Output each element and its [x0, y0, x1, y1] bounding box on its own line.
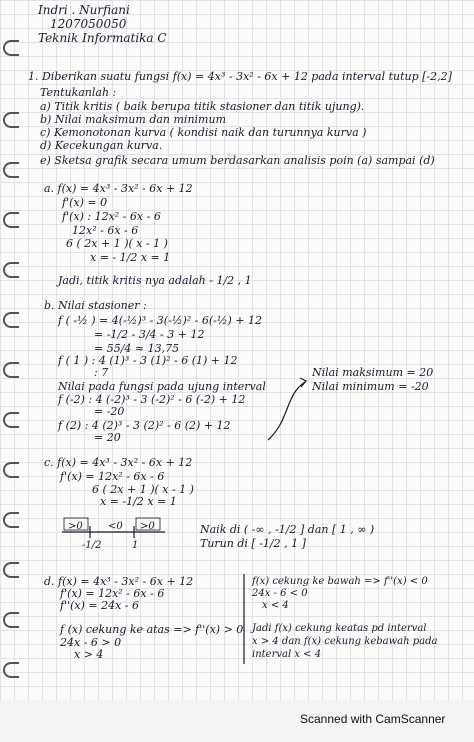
part-a-line: f'(x) = 0	[62, 196, 108, 209]
max-value-note: Nilai maksimum = 20	[312, 366, 434, 379]
min-value-note: Nilai minimum = -20	[312, 380, 429, 393]
problem-item-a: a) Titik kritis ( baik berupa titik stasioner dan titik ujung).	[40, 100, 365, 113]
part-c-line: f'(x) = 12x² - 6x - 6	[60, 470, 165, 483]
student-name: Indri . Nurfiani	[38, 3, 130, 17]
part-d-function: d. f(x) = 4x³ - 3x² - 6x + 12	[44, 575, 194, 588]
problem-item-c: c) Kemonotonan kurva ( kondisi naik dan turunnya kurva )	[40, 126, 367, 139]
part-c-function: c. f(x) = 4x³ - 3x² - 6x + 12	[44, 456, 193, 469]
part-b-line: : 7	[94, 366, 109, 379]
concave-down-line: x < 4	[262, 600, 289, 611]
part-d-line: x > 4	[74, 648, 104, 661]
problem-item-d: d) Kecekungan kurva.	[40, 139, 163, 152]
part-b-line: f (2) : 4 (2)³ - 3 (2)² - 6 (2) + 12	[58, 419, 231, 432]
part-a-line: 12x² - 6x - 6	[72, 224, 139, 237]
part-a-line: 6 ( 2x + 1 )( x - 1 )	[66, 237, 168, 250]
part-a-line: x = - 1/2 x = 1	[90, 251, 171, 264]
sign-negative-middle: <0	[108, 521, 123, 532]
part-a-conclusion: Jadi, titik kritis nya adalah - 1/2 , 1	[58, 274, 252, 287]
part-b-line: = -20	[94, 405, 125, 418]
part-b-line: f ( 1 ) : 4 (1)³ - 3 (1)² - 6 (1) + 12	[58, 354, 238, 367]
part-b-line: f ( -½ ) = 4(-½)³ - 3(-½)² - 6(-½) + 12	[58, 314, 263, 327]
problem-instruction: Tentukanlah :	[40, 86, 117, 99]
part-b-line: = 55/4 ≈ 13,75	[94, 342, 180, 355]
part-c-line: 6 ( 2x + 1 )( x - 1 )	[92, 483, 194, 496]
part-b-line: f (-2) : 4 (-2)³ - 3 (-2)² - 6 (-2) + 12	[58, 393, 246, 406]
concave-down-line: f(x) cekung ke bawah => f''(x) < 0	[252, 576, 428, 587]
increasing-interval: Naik di ( -∞ , -1/2 ] dan [ 1 , ∞ )	[200, 523, 375, 536]
part-b-line: = 20	[94, 431, 121, 444]
part-d-line: f''(x) = 24x - 6	[60, 599, 140, 612]
part-d-line: f (x) cekung ke atas => f''(x) > 0	[60, 623, 244, 636]
curved-arrow-icon	[268, 382, 305, 440]
part-b-line: Nilai pada fungsi pada ujung interval	[58, 380, 266, 393]
part-a-line: f'(x) : 12x² - 6x - 6	[62, 210, 161, 223]
sign-box	[64, 518, 88, 530]
part-d-line: 24x - 6 > 0	[60, 636, 122, 649]
sign-box	[136, 518, 160, 530]
number-line-tick: 1	[132, 540, 139, 551]
scanner-watermark: Scanned with CamScanner	[300, 712, 446, 726]
sign-positive-right: >0	[140, 521, 155, 532]
part-d-line: f'(x) = 12x² - 6x - 6	[60, 587, 165, 600]
student-id: 1207050050	[50, 17, 127, 31]
decreasing-interval: Turun di [ -1/2 , 1 ]	[200, 537, 306, 550]
part-b-line: = -1/2 - 3/4 - 3 + 12	[94, 328, 205, 341]
concave-down-line: 24x - 6 < 0	[252, 588, 308, 599]
concavity-conclusion: interval x < 4	[252, 649, 322, 660]
sign-positive-left: >0	[68, 521, 83, 532]
study-program: Teknik Informatika C	[38, 31, 167, 45]
problem-item-e: e) Sketsa grafik secara umum berdasarkan analisis poin (a) sampai (d)	[40, 154, 435, 167]
part-c-line: x = -1/2 x = 1	[100, 495, 177, 508]
part-b-heading: b. Nilai stasioner :	[44, 299, 147, 312]
part-a-function: a. f(x) = 4x³ - 3x² - 6x + 12	[44, 182, 193, 195]
concavity-conclusion: x > 4 dan f(x) cekung kebawah pada	[252, 636, 438, 647]
number-line-tick: -1/2	[82, 540, 102, 551]
concavity-conclusion: Jadi f(x) cekung keatas pd interval	[252, 623, 427, 634]
problem-statement: 1. Diberikan suatu fungsi f(x) = 4x³ - 3x² - 6x + 12 pada interval tutup [-2,2]	[28, 70, 452, 83]
problem-item-b: b) Nilai maksimum dan minimum	[40, 113, 227, 126]
